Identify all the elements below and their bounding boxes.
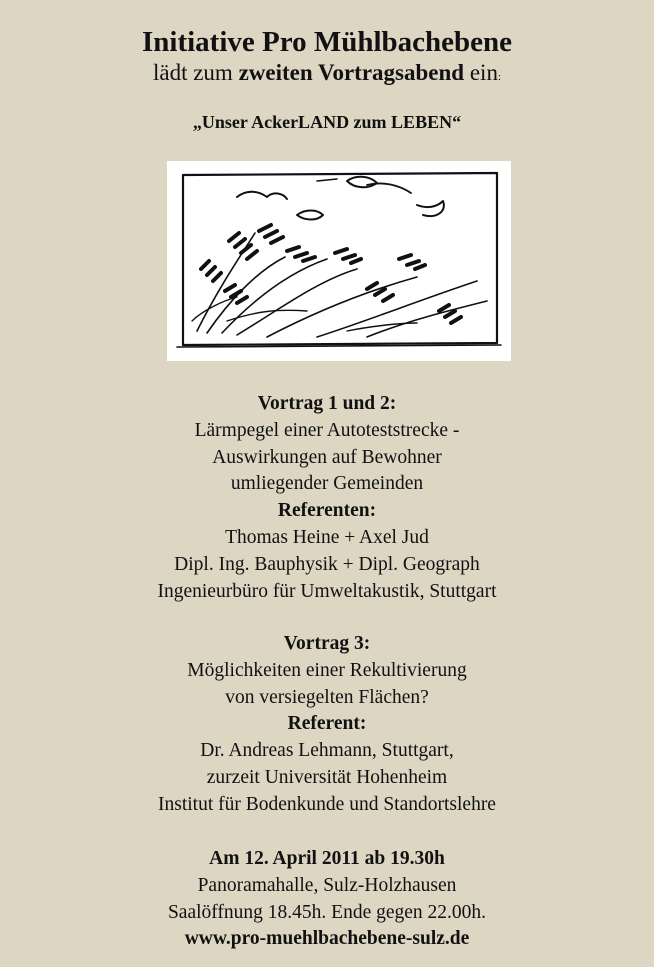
talk-1-2-line-3: umliegender Gemeinden bbox=[230, 473, 424, 495]
event-venue: Panoramahalle, Sulz-Holzhausen bbox=[197, 874, 457, 896]
speaker-name: Dr. Andreas Lehmann, Stuttgart, bbox=[200, 740, 454, 762]
talk-3-line-1: Möglichkeiten einer Rekultivierung bbox=[187, 659, 467, 681]
talk-3-line-2: von versiegelten Flächen? bbox=[225, 686, 429, 708]
speakers-heading: Referenten: bbox=[277, 500, 377, 522]
invitation-line bbox=[0, 60, 654, 86]
talk-3-section bbox=[0, 631, 654, 819]
talk-1-2-heading: Vortrag 1 und 2: bbox=[257, 393, 397, 414]
event-times: Saalöffnung 18.45h. Ende gegen 22.00h. bbox=[167, 901, 487, 923]
speaker-heading: Referent: bbox=[287, 713, 367, 735]
invitation-bold: zweiten Vortragsabend bbox=[238, 60, 465, 85]
talk-1-2-line-2: Auswirkungen auf Bewohner bbox=[212, 446, 442, 468]
motto: „Unser AckerLAND zum LEBEN“ bbox=[192, 112, 462, 132]
speakers-office: Ingenieurbüro für Umweltakustik, Stuttgart bbox=[157, 580, 497, 602]
event-date: Am 12. April 2011 ab 19.30h bbox=[209, 848, 445, 869]
speaker-institute: Institut für Bodenkunde und Standortslehre bbox=[158, 793, 496, 815]
talk-1-2-line-1: Lärmpegel einer Autoteststrecke - bbox=[194, 419, 460, 441]
event-details bbox=[0, 846, 654, 953]
invitation-pre: lädt zum bbox=[152, 60, 239, 85]
invitation-post: ein bbox=[464, 60, 498, 85]
speakers-degrees: Dipl. Ing. Bauphysik + Dipl. Geograph bbox=[174, 553, 480, 575]
wheat-field-sketch-icon bbox=[167, 161, 511, 361]
talk-3-heading: Vortrag 3: bbox=[283, 633, 371, 654]
speaker-affiliation: zurzeit Universität Hohenheim bbox=[206, 766, 448, 788]
invitation-end: : bbox=[497, 71, 502, 83]
event-website-link[interactable]: www.pro-muehlbachebene-sulz.de bbox=[184, 928, 470, 950]
talk-1-2-section bbox=[0, 391, 654, 605]
speakers-names: Thomas Heine + Axel Jud bbox=[225, 526, 429, 548]
page-title: Initiative Pro Mühlbachebene bbox=[141, 26, 513, 58]
